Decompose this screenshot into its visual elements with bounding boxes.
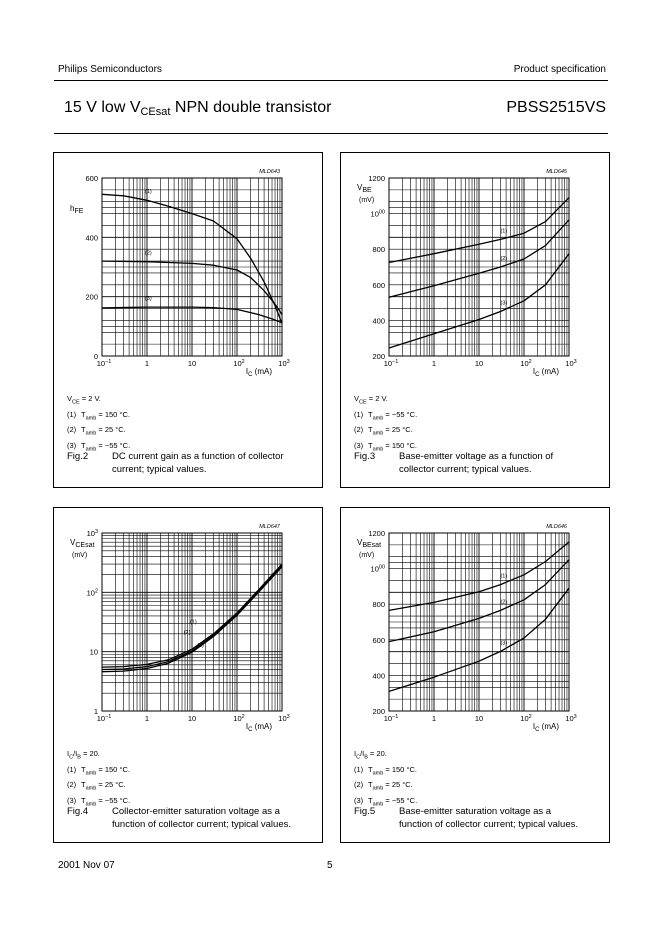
y-tick-label: 800 bbox=[372, 245, 385, 255]
figure-caption: Fig.5 Base-emitter saturation voltage as a function of collector current; typical values. bbox=[354, 806, 579, 830]
note-line: (2) $T_{amb} = 25$ °C. bbox=[67, 780, 126, 792]
y-tick-label: 200 bbox=[372, 707, 385, 716]
figure-panel-fig2 bbox=[53, 152, 323, 488]
x-tick-label: $10^3$ bbox=[278, 359, 290, 368]
figure-caption: Fig.2 DC current gain as a function of collector current; typical values. bbox=[67, 451, 284, 475]
page-title: 15 V low $V_{CEsat}$ NPN double transistor bbox=[64, 99, 332, 118]
x-tick-label: $10^{-1}$ bbox=[96, 714, 112, 723]
condition-line: $V_{CE} = 2$ V. bbox=[67, 394, 101, 406]
y-tick-label: 600 bbox=[372, 635, 385, 645]
figure-notes bbox=[354, 748, 417, 810]
note-line: (3) $T_{amb} = -55$ °C. bbox=[354, 795, 418, 807]
y-tick-label: 0 bbox=[93, 352, 98, 361]
series-label: (3) bbox=[500, 640, 508, 647]
condition-line: $I_C/I_B = 20$. bbox=[67, 749, 100, 761]
y-tick-label: 1200 bbox=[368, 174, 385, 183]
figure-code: MLD646 bbox=[546, 524, 567, 530]
x-tick-label: $10^2$ bbox=[520, 359, 532, 368]
condition-line: $I_C/I_B = 20$. bbox=[354, 749, 387, 761]
x-tick-label: 10 bbox=[474, 714, 484, 723]
series-label: (3) bbox=[144, 296, 152, 303]
footer-date: 2001 Nov 07 bbox=[58, 860, 115, 871]
page-number: 5 bbox=[327, 860, 333, 871]
chart-svg bbox=[54, 508, 324, 748]
y-axis-label: VCEsat bbox=[70, 538, 95, 549]
figure-panel-fig5 bbox=[340, 507, 610, 843]
series-label: (1) bbox=[500, 573, 508, 580]
y-tick-label: 600 bbox=[85, 174, 98, 183]
series-label: (3) bbox=[197, 642, 204, 649]
note-line: (3) $T_{amb} = 150$ °C. bbox=[354, 440, 417, 452]
figure-panel-fig3 bbox=[340, 152, 610, 488]
chart-svg bbox=[341, 508, 611, 748]
series-label: (1) bbox=[144, 188, 152, 195]
y-tick-label: 200 bbox=[372, 352, 385, 361]
series-label: (2) bbox=[144, 250, 152, 257]
company-name: Philips Semiconductors bbox=[58, 64, 162, 75]
y-tick-label: 400 bbox=[372, 316, 385, 326]
header-rule-bottom bbox=[54, 133, 608, 134]
x-tick-label: $10^{-1}$ bbox=[96, 359, 112, 368]
y-tick-label: 400 bbox=[372, 671, 385, 681]
y-tick-label: $10^2$ bbox=[86, 588, 98, 598]
y-tick-label: 1 bbox=[93, 707, 98, 716]
x-tick-label: $10^3$ bbox=[278, 714, 290, 723]
x-tick-label: $10^2$ bbox=[233, 714, 245, 723]
x-tick-label: 10 bbox=[187, 714, 197, 723]
x-tick-label: $10^2$ bbox=[233, 359, 245, 368]
y-axis-label: VBEsat bbox=[357, 538, 382, 549]
note-line: (1) $T_{amb} = 150$ °C. bbox=[67, 764, 130, 776]
x-tick-label: 1 bbox=[144, 714, 150, 723]
y-tick-label: 400 bbox=[85, 233, 98, 243]
y-axis-unit: (mV) bbox=[72, 552, 88, 559]
y-tick-label: 600 bbox=[372, 280, 385, 290]
y-tick-label: $10^{00}$ bbox=[370, 564, 385, 574]
figure-notes bbox=[67, 748, 130, 810]
y-tick-label: 200 bbox=[85, 292, 98, 302]
y-axis-label: hFE bbox=[70, 204, 84, 215]
document-type: Product specification bbox=[513, 64, 606, 75]
figure-code: MLD647 bbox=[259, 524, 280, 530]
note-line: (2) $T_{amb} = 25$ °C. bbox=[354, 780, 413, 792]
note-line: (3) $T_{amb} = -55$ °C. bbox=[67, 795, 131, 807]
x-tick-label: $10^2$ bbox=[520, 714, 532, 723]
figure-code: MLD643 bbox=[259, 169, 280, 175]
y-tick-label: 10 bbox=[89, 647, 98, 657]
series-label: (2) bbox=[183, 629, 191, 636]
x-axis-label: $I_C$ (mA) bbox=[245, 722, 272, 733]
figure-notes bbox=[67, 393, 130, 455]
x-axis-label: $I_C$ (mA) bbox=[532, 722, 559, 733]
note-line: (1) $T_{amb} = 150$ °C. bbox=[354, 764, 417, 776]
chart-svg bbox=[341, 153, 611, 393]
x-tick-label: 10 bbox=[474, 359, 484, 368]
figure-notes bbox=[354, 393, 417, 455]
series-label: (1) bbox=[189, 619, 197, 626]
series-label: (1) bbox=[500, 228, 508, 235]
y-axis-label: VBE bbox=[357, 183, 372, 194]
part-number: PBSS2515VS bbox=[506, 99, 606, 116]
x-tick-label: 1 bbox=[431, 359, 437, 368]
y-tick-label: $10^{00}$ bbox=[370, 209, 385, 219]
figure-caption: Fig.4 Collector-emitter saturation voltage as a function of collector current; typical values. bbox=[67, 806, 292, 830]
series-label: (2) bbox=[500, 256, 508, 262]
x-tick-label: 10 bbox=[187, 359, 197, 368]
y-tick-label: 1200 bbox=[368, 529, 385, 538]
x-tick-label: $10^3$ bbox=[565, 714, 577, 723]
series-label: (3) bbox=[500, 300, 508, 307]
x-tick-label: 1 bbox=[144, 359, 150, 368]
note-line: (1) $T_{amb} = 150$ °C. bbox=[67, 409, 130, 421]
figure-caption: Fig.3 Base-emitter voltage as a function of collector current; typical values. bbox=[354, 451, 554, 475]
x-tick-label: $10^3$ bbox=[565, 359, 577, 368]
figure-code: MLD645 bbox=[546, 169, 567, 175]
chart-svg bbox=[54, 153, 324, 393]
x-tick-label: $10^{-1}$ bbox=[383, 714, 399, 723]
x-tick-label: 1 bbox=[431, 714, 437, 723]
y-tick-label: 800 bbox=[372, 600, 385, 610]
y-axis-unit: (mV) bbox=[359, 552, 375, 559]
y-axis-unit: (mV) bbox=[359, 197, 375, 204]
x-tick-label: $10^{-1}$ bbox=[383, 359, 399, 368]
x-axis-label: $I_C$ (mA) bbox=[532, 367, 559, 378]
note-line: (3) $T_{amb} = -55$ °C. bbox=[67, 440, 131, 452]
note-line: (1) $T_{amb} = -55$ °C. bbox=[354, 409, 418, 421]
y-tick-label: $10^3$ bbox=[86, 529, 98, 538]
condition-line: $V_{CE} = 2$ V. bbox=[354, 394, 388, 406]
header-rule-top bbox=[54, 80, 608, 81]
x-axis-label: $I_C$ (mA) bbox=[245, 367, 272, 378]
note-line: (2) $T_{amb} = 25$ °C. bbox=[354, 425, 413, 437]
figure-panel-fig4 bbox=[53, 507, 323, 843]
note-line: (2) $T_{amb} = 25$ °C. bbox=[67, 425, 126, 437]
series-label: (2) bbox=[500, 599, 508, 606]
